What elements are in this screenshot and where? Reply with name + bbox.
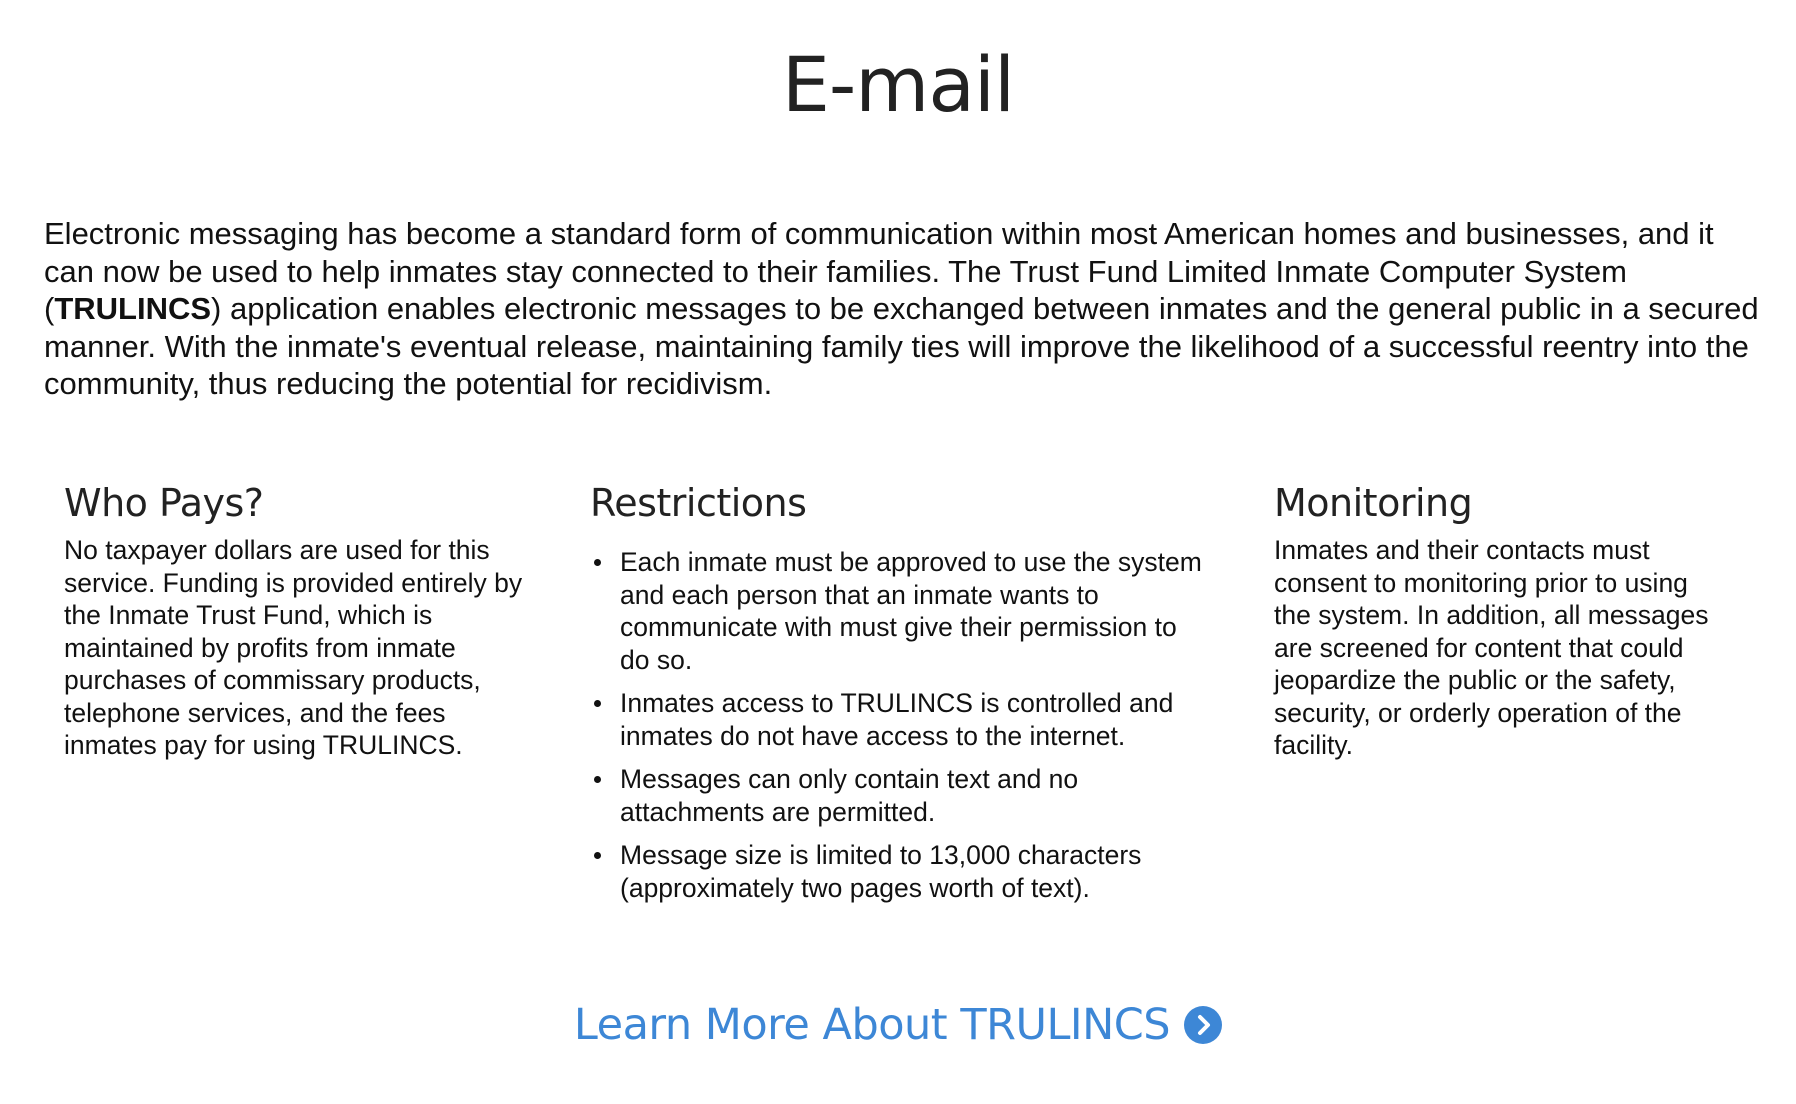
intro-paragraph [44,215,1764,403]
learn-more-link[interactable] [574,995,1222,1055]
intro-text-part2: ) application enables electronic messages to be exchanged between inmates and the general public in a secured manner. With the inmate's eventual release, maintaining family ties will improve the likelihood of a successful reentry into the community, thus reducing the potential for recidivism. [44,291,1759,401]
who-pays-body: No taxpayer dollars are used for this service. Funding is provided entirely by the Inmate Trust Fund, which is maintained by profits from inmate purchases of commissary products, telephone services, and the fees inmates pay for using TRULINCS. [64,535,523,760]
restrictions-item: Message size is limited to 13,000 characters (approximately two pages worth of text). [620,839,1210,904]
learn-more-container [0,995,1796,1055]
who-pays-heading: Who Pays? [64,481,264,525]
page-title: E-mail [781,40,1015,129]
intro-text-bold: TRULINCS [54,291,212,326]
restrictions-section [590,478,1210,915]
restrictions-heading: Restrictions [590,481,807,525]
restrictions-item: Messages can only contain text and no attachments are permitted. [620,763,1210,828]
monitoring-heading: Monitoring [1274,481,1473,525]
monitoring-section [1274,478,1714,762]
learn-more-label: Learn More About TRULINCS [573,1000,1171,1050]
chevron-right-circle-icon [1184,1006,1222,1044]
who-pays-section [64,478,524,762]
monitoring-body: Inmates and their contacts must consent to monitoring prior to using the system. In addition, all messages are screened for content that could jeopardize the public or the safety, security, or orderly operation of the facility. [1274,535,1709,760]
restrictions-item: Inmates access to TRULINCS is controlled and inmates do not have access to the internet. [620,687,1210,752]
restrictions-list [590,546,1210,904]
restrictions-item: Each inmate must be approved to use the system and each person that an inmate wants to communicate with must give their permission to do so. [620,546,1210,676]
intro-text-part1: Electronic messaging has become a standard form of communication within most American homes and businesses, and it can now be used to help inmates stay connected to their families. The Trust Fund Limited Inmate Computer System ( [44,216,1714,326]
